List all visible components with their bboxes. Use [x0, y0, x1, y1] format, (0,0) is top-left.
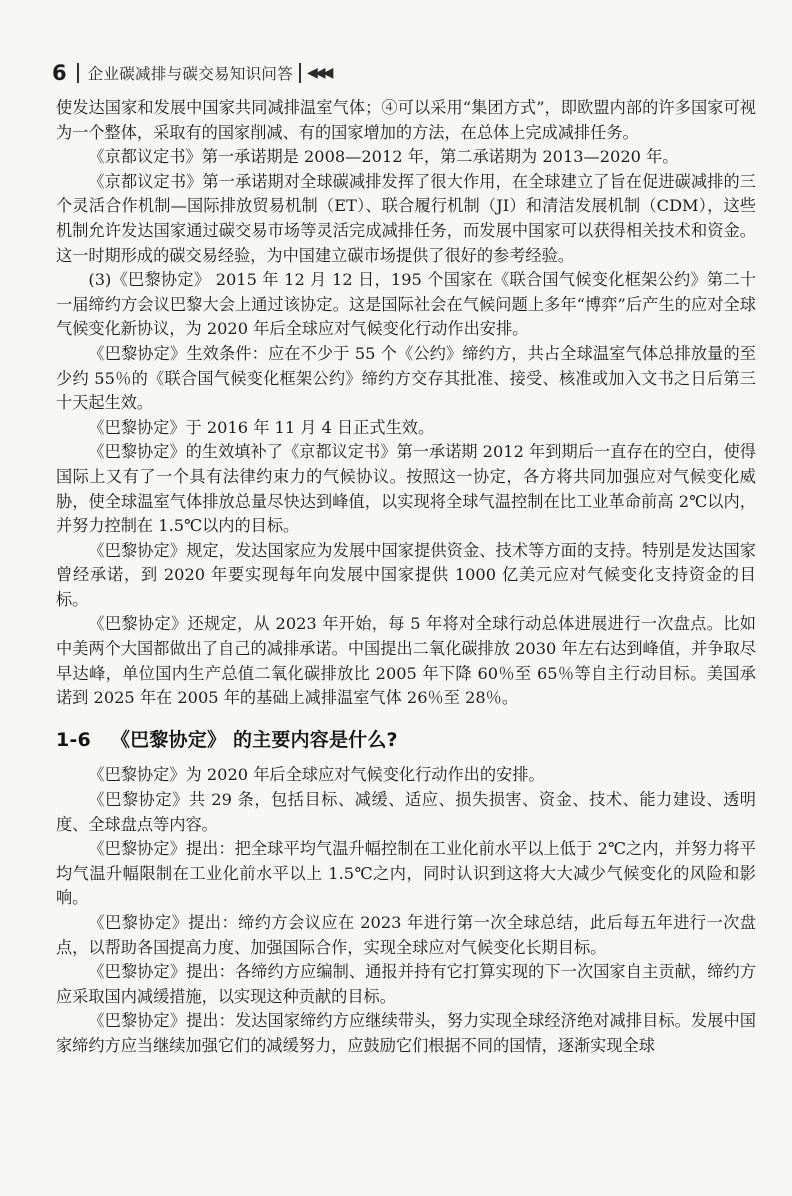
chevron-left-icon: ◀◀◀	[307, 65, 331, 81]
book-title: 企业碳减排与碳交易知识问答	[87, 65, 294, 83]
paragraph: 《巴黎协定》提出：把全球平均气温升幅控制在工业化前水平以上低于 2℃之内，并努力将平均气温升幅限制在工业化前水平以上 1.5℃之内，同时认识到这将大大减少气候变化的风险和影响。	[56, 839, 756, 908]
paragraph: 《巴黎协定》的生效填补了《京都议定书》第一承诺期 2012 年到期后一直存在的空白，使得国际上又有了一个具有法律约束力的气候协议。按照这一协定，各方将共同加强应对气候变化威胁，使全球温室气体排放总量尽快达到峰值，以实现将全球气温控制在比工业革命前高 2℃以内，并努力控制在 1.5℃以内的目标。	[56, 442, 756, 536]
paragraph: 《巴黎协定》于 2016 年 11 月 4 日正式生效。	[88, 417, 435, 437]
paragraph: 《巴黎协定》为 2020 年后全球应对气候变化行动作出的安排。	[88, 765, 545, 785]
section-title: 《巴黎协定》 的主要内容是什么?	[110, 728, 398, 751]
section-heading	[56, 728, 756, 753]
paragraph: 《巴黎协定》共 29 条，包括目标、减缓、适应、损失损害、资金、技术、能力建设、透明度、全球盘点等内容。	[56, 790, 756, 834]
paragraph: 《京都议定书》第一承诺期对全球碳减排发挥了很大作用，在全球建立了旨在促进碳减排的三个灵活合作机制—国际排放贸易机制（ET）、联合履行机制（JI）和清洁发展机制（CDM），这些机制允许发达国家通过碳交易市场等灵活完成减排任务，而发展中国家可以获得相关技术和资金。这一时期形成的碳交易经验，为中国建立碳市场提供了很好的参考经验。	[56, 171, 756, 265]
paragraph: 《巴黎协定》提出：发达国家缔约方应继续带头，努力实现全球经济绝对减排目标。发展中国家缔约方应当继续加强它们的减缓努力，应鼓励它们根据不同的国情，逐渐实现全球	[56, 1011, 756, 1055]
paragraph: 《巴黎协定》还规定，从 2023 年开始，每 5 年将对全球行动总体进展进行一次盘点。比如中美两个大国都做出了自己的减排承诺。中国提出二氧化碳排放 2030 年左右达到峰值，并争取尽早达峰，单位国内生产总值二氧化碳排放比 2005 年下降 60％至 65％等自主行动目标。美国承诺到 2025 年在 2005 年的基础上减排温室气体 26％至 28％。	[56, 614, 756, 708]
paragraph: 《巴黎协定》规定，发达国家应为发展中国家提供资金、技术等方面的支持。特别是发达国家曾经承诺，到 2020 年要实现每年向发展中国家提供 1000 亿美元应对气候变化支持资金的目标。	[56, 540, 756, 609]
paragraph-continued: 使发达国家和发展中国家共同减排温室气体；④可以采用“集团方式”，即欧盟内部的许多国家可视为一个整体，采取有的国家削减、有的国家增加的方法，在总体上完成减排任务。	[56, 98, 756, 142]
paragraph: (3)《巴黎协定》 2015 年 12 月 12 日，195 个国家在《联合国气候变化框架公约》第二十一届缔约方会议巴黎大会上通过该协定。这是国际社会在气候问题上多年“博弈”后产生的应对全球气候变化新协议，为 2020 年后全球应对气候变化行动作出安排。	[56, 270, 756, 339]
page-number: 6	[52, 61, 67, 85]
paragraph: 《京都议定书》第一承诺期是 2008—2012 年，第二承诺期为 2013—2020 年。	[88, 147, 679, 167]
header-divider	[77, 63, 79, 83]
paragraph: 《巴黎协定》提出：各缔约方应编制、通报并持有它打算实现的下一次国家自主贡献，缔约方应采取国内减缓措施，以实现这种贡献的目标。	[56, 962, 756, 1006]
page-body	[56, 96, 756, 1059]
paragraph: 《巴黎协定》生效条件：应在不少于 55 个《公约》缔约方，共占全球温室气体总排放量的至少约 55％的《联合国气候变化框架公约》缔约方交存其批准、接受、核准或加入文书之日后第三十天起生效。	[56, 343, 756, 413]
header-divider-2	[299, 63, 301, 83]
section-number: 1-6	[56, 728, 91, 751]
paragraph: 《巴黎协定》提出：缔约方会议应在 2023 年进行第一次全球总结，此后每五年进行一次盘点，以帮助各国提高力度、加强国际合作，实现全球应对气候变化长期目标。	[56, 913, 756, 957]
running-header	[52, 58, 752, 88]
